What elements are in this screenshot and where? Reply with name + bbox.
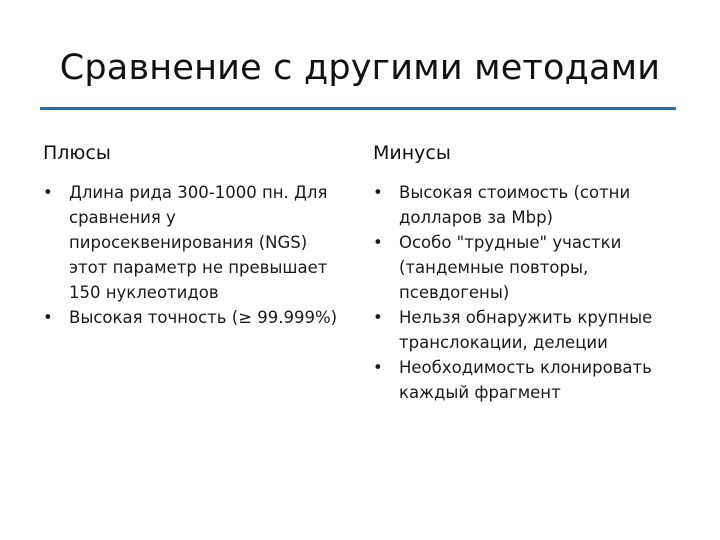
- cons-item-text: Особо "трудные" участки (тандемные повторы, псевдогены): [399, 233, 622, 302]
- bullet-icon: •: [373, 233, 383, 252]
- pros-column: [43, 140, 343, 330]
- bullet-icon: •: [43, 308, 53, 327]
- bullet-icon: •: [43, 183, 53, 202]
- cons-header: Минусы: [373, 142, 451, 164]
- list-item: [43, 305, 343, 330]
- cons-column: [373, 140, 693, 405]
- list-item: [373, 305, 693, 355]
- pros-header: Плюсы: [43, 142, 111, 164]
- cons-list: [373, 180, 693, 405]
- list-item: [373, 355, 693, 405]
- cons-item-text: Нельзя обнаружить крупные транслокации, делеции: [399, 308, 653, 352]
- bullet-icon: •: [373, 308, 383, 327]
- slide-title: Сравнение с другими методами: [59, 48, 661, 88]
- cons-item-text: Высокая стоимость (сотни долларов за Mbp): [399, 183, 631, 227]
- pros-list: [43, 180, 343, 330]
- cons-item-text: Необходимость клонировать каждый фрагмент: [399, 358, 652, 402]
- list-item: [373, 180, 693, 230]
- bullet-icon: •: [373, 358, 383, 377]
- list-item: [43, 180, 343, 305]
- list-item: [373, 230, 693, 305]
- pros-item-text: Длина рида 300-1000 пн. Для сравнения у пиросеквенирования (NGS) этот параметр не превышает 150 нуклеотидов: [69, 183, 328, 302]
- bullet-icon: •: [373, 183, 383, 202]
- pros-item-text: Высокая точность (≥ 99.999%): [69, 308, 338, 327]
- title-underline: [40, 107, 676, 110]
